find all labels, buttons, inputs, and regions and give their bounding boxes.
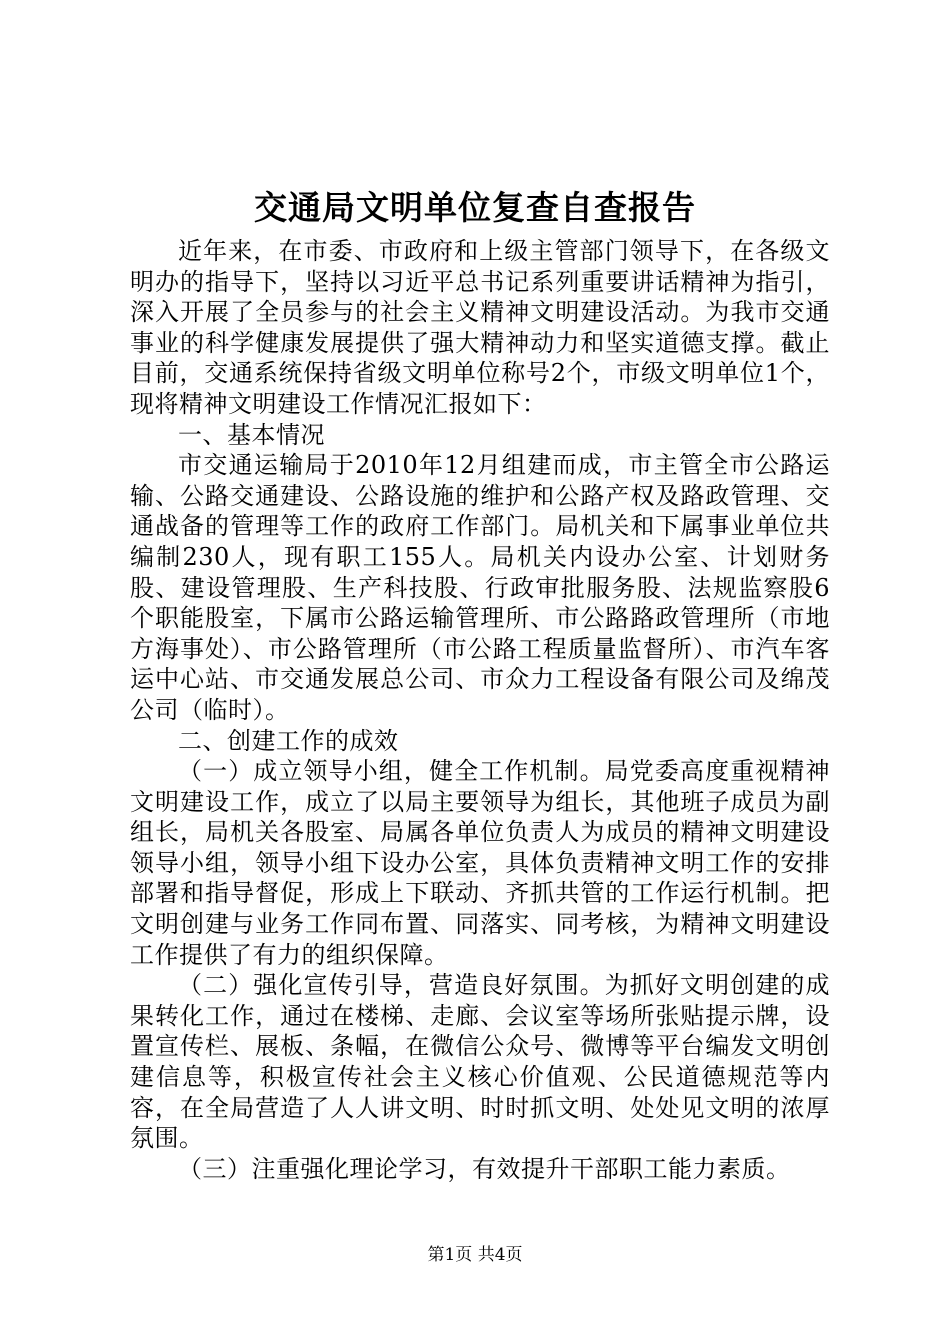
document-body	[130, 236, 830, 1184]
achievement-paragraph-3: （三）注重强化理论学习，有效提升干部职工能力素质。	[178, 1154, 791, 1183]
page-footer: 第1页 共4页	[427, 1245, 523, 1265]
document-title: 交通局文明单位复查自查报告	[254, 188, 696, 227]
section-heading-achievements: 二、创建工作的成效	[178, 726, 399, 755]
achievement-paragraph-1: （一）成立领导小组，健全工作机制。局党委高度重视精神文明建设工作，成立了以局主要领导为组长，其他班子成员为副组长，局机关各股室、局属各单位负责人为成员的精神文明建设领导小组，领导小组下设办公室，具体负责精神文明工作的安排部署和指导督促，形成上下联动、齐抓共管的工作运行机制。把文明创建与业务工作同布置、同落实、同考核，为精神文明建设工作提供了有力的组织保障。	[130, 757, 830, 969]
section-heading-basic-info: 一、基本情况	[178, 420, 325, 449]
basic-info-paragraph: 市交通运输局于2010年12月组建而成，市主管全市公路运输、公路交通建设、公路设施的维护和公路产权及路政管理、交通战备的管理等工作的政府工作部门。局机关和下属事业单位共编制230人，现有职工155人。局机关内设办公室、计划财务股、建设管理股、生产科技股、行政审批服务股、法规监察股6个职能股室，下属市公路运输管理所、市公路路政管理所（市地方海事处）、市公路管理所（市公路工程质量监督所）、市汽车客运中心站、市交通发展总公司、市众力工程设备有限公司及绵茂公司（临时）。	[130, 451, 830, 724]
intro-paragraph: 近年来，在市委、市政府和上级主管部门领导下，在各级文明办的指导下，坚持以习近平总书记系列重要讲话精神为指引，深入开展了全员参与的社会主义精神文明建设活动。为我市交通事业的科学健康发展提供了强大精神动力和坚实道德支撑。截止目前，交通系统保持省级文明单位称号2个，市级文明单位1个，现将精神文明建设工作情况汇报如下：	[130, 237, 830, 418]
achievement-paragraph-2: （二）强化宣传引导，营造良好氛围。为抓好文明创建的成果转化工作，通过在楼梯、走廊、会议室等场所张贴提示牌，设置宣传栏、展板、条幅，在微信公众号、微博等平台编发文明创建信息等，积极宣传社会主义核心价值观、公民道德规范等内容，在全局营造了人人讲文明、时时抓文明、处处见文明的浓厚氛围。	[130, 971, 830, 1153]
